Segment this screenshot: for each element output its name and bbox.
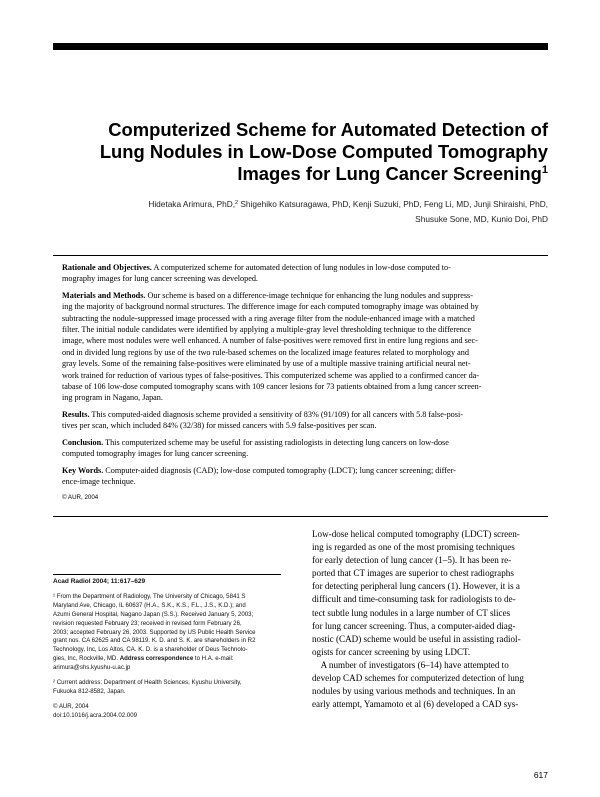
body-line: nostic (CAD) scheme would be useful in assisting radiol- xyxy=(312,633,521,644)
abstract-line: ing the majority of background normal structures. The difference image for each computed tomography image was obtained by xyxy=(62,302,479,312)
doi-text: doi:10.1016/j.acra.2004.02.009 xyxy=(53,711,138,719)
footnote-line: Technology, Inc, Los Altos, CA. K. D. is a shareholder of Deus Technolo- xyxy=(53,646,248,654)
title-footnote-mark: 1 xyxy=(541,164,548,176)
section-label: Materials and Methods. xyxy=(62,290,146,300)
abstract-line: subtracting the nodule-suppressed image processed with a ring average filter from the nodule-enhanced image with a matched xyxy=(62,313,475,323)
footnote-line: revision requested February 23; received in revised form February 26, xyxy=(53,619,242,627)
body-line: A number of investigators (6–14) have attempted to xyxy=(312,659,509,670)
body-line: for lung cancer screening. Thus, a computer-aided diag- xyxy=(312,620,516,631)
title-line: Computerized Scheme for Automated Detection of xyxy=(108,119,548,140)
footnote-line: Maryland Ave, Chicago, IL 60637 (H.A., S.K., K.S., F.L., J.S., K.D.); and xyxy=(53,601,246,609)
abstract-text: A computerized scheme for automated detection of lung nodules in low-dose computed to- xyxy=(151,263,451,272)
footnote-line: Fukuoka 812-8582, Japan. xyxy=(53,687,126,695)
abstract-line xyxy=(62,437,540,448)
section-label: Key Words. xyxy=(62,465,104,475)
abstract-text: This computed-aided diagnosis scheme provided a sensitivity of 83% (91/109) for all cancers with 5.8 false-posi- xyxy=(89,409,463,419)
abstract-line: ence-image technique. xyxy=(62,476,136,486)
abstract-line: computed tomography images for lung cancer screening. xyxy=(62,449,249,459)
footnote-line: © AUR, 2004 xyxy=(53,702,89,710)
body-text-column xyxy=(312,528,550,711)
author-text: Hidetaka Arimura, PhD, xyxy=(148,199,236,209)
abstract-text: This computerized scheme may be useful for assisting radiologists in detecting lung cancers on low-dose xyxy=(103,437,449,447)
body-line: early attempt, Yamamoto et al (6) developed a CAD sys- xyxy=(312,699,519,710)
abstract-methods xyxy=(62,290,540,404)
abstract-results xyxy=(62,409,540,432)
footnote-line: grant nos. CA 62625 and CA 98119. K. D. and S. K. are shareholders in R2 xyxy=(53,637,256,645)
footnote-line: ² Current address: Department of Health Sciences, Kyushu University, xyxy=(53,679,242,687)
body-line: Low-dose helical computed tomography (LDCT) screen- xyxy=(312,529,520,539)
title-line xyxy=(48,163,548,185)
abstract-line: work trained for reduction of various types of false-positives. This computerized scheme was applied to a confirmed cancer da- xyxy=(62,370,480,380)
abstract-line xyxy=(62,290,540,301)
header-rule xyxy=(53,43,548,50)
footnote-text: gies, Inc, Rockville, MD. xyxy=(53,655,120,663)
abstract-text: Our scheme is based on a difference-image technique for enhancing the lung nodules and suppress- xyxy=(145,290,473,300)
author-footnote-mark: 2 xyxy=(235,200,239,206)
abstract-line: mography images for lung cancer screening was developed. xyxy=(62,274,258,284)
abstract-keywords xyxy=(62,465,540,488)
abstract-line: ing program in Nagano, Japan. xyxy=(62,393,163,403)
abstract-line: filter. The initial nodule candidates were identified by applying a multiple-gray level thresholding technique to the difference xyxy=(62,325,472,335)
title-line: Lung Nodules in Low-Dose Computed Tomography xyxy=(99,141,548,162)
author-line xyxy=(78,197,548,212)
footnote-line: ¹ From the Department of Radiology, The University of Chicago, 5841 S xyxy=(53,592,246,600)
journal-reference: Acad Radiol 2004; 11:617–629 xyxy=(53,578,146,585)
correspondence-label: Address correspondence xyxy=(119,655,194,663)
footnotes-column xyxy=(53,574,281,727)
body-line: ported that CT images are superior to chest radiographs xyxy=(312,568,514,579)
footnote-rule xyxy=(53,574,281,575)
body-line: nodules by using various methods and techniques. In an xyxy=(312,686,516,697)
footnote-doi xyxy=(53,703,281,721)
author-list xyxy=(78,197,548,227)
body-line: for detecting peripheral lung cancers (1). However, it is a xyxy=(312,581,520,592)
body-line: develop CAD schemes for computerized detection of lung xyxy=(312,673,524,684)
footnote-line: Azumi General Hospital, Nagano Japan (S.S.). Received January 5, 2003; xyxy=(53,610,254,618)
abstract-text: Computer-aided diagnosis (CAD); low-dose computed tomography (LDCT); lung cancer screening; differ- xyxy=(103,465,456,475)
page-number: 617 xyxy=(533,770,548,780)
footnote-line xyxy=(53,655,281,664)
section-label: Results. xyxy=(62,409,90,419)
abstract-rationale xyxy=(62,262,540,285)
article-title xyxy=(48,119,548,185)
body-line: ing is regarded as one of the most promising techniques xyxy=(312,542,515,553)
footnote-current-address xyxy=(53,679,281,697)
abstract-conclusion xyxy=(62,437,540,460)
footnote-line: 2003; accepted February 26, 2003. Supported by US Public Health Service xyxy=(53,628,256,636)
body-line: difficult and time-consuming task for radiologists to de- xyxy=(312,594,516,605)
title-line-text: Images for Lung Cancer Screening xyxy=(237,163,542,184)
abstract-line: image, where most nodules were well enhanced. A number of false-positives were removed first in entire lung regions and sec- xyxy=(62,336,478,346)
correspondence-email: arimura@shs.kyushu-u.ac.jp xyxy=(53,664,131,672)
abstract-line xyxy=(62,465,540,476)
section-label: Conclusion. xyxy=(62,437,104,447)
author-text: Shigehiko Katsuragawa, PhD, Kenji Suzuki, PhD, Feng Li, MD, Junji Shiraishi, PhD, xyxy=(238,199,548,209)
abstract-line: tabase of 106 low-dose computed tomography scans with 109 cancer lesions for 73 patients obtained from a lung cancer screen- xyxy=(62,382,482,392)
body-line: ogists for cancer screening by using LDCT. xyxy=(312,646,471,657)
abstract-copyright: © AUR, 2004 xyxy=(62,494,99,502)
footnote-affiliation xyxy=(53,593,281,673)
section-label: Rationale and Objectives. xyxy=(62,263,152,272)
author-line: Shusuke Sone, MD, Kunio Doi, PhD xyxy=(415,214,548,224)
abstract xyxy=(62,262,540,504)
footnote-text: to H.A. e-mail: xyxy=(193,655,234,663)
abstract-line: ond in divided lung regions by use of the two rule-based schemes on the localized image features related to morphology and xyxy=(62,347,469,357)
body-line: tect subtle lung nodules in a large number of CT slices xyxy=(312,607,511,618)
abstract-line: gray levels. Some of the remaining false-positives were eliminated by use of a multiple massive training artificial neural net- xyxy=(62,359,471,369)
abstract-line xyxy=(62,262,540,273)
abstract-line xyxy=(62,409,540,420)
body-line: for early detection of lung cancer (1–5). It has been re- xyxy=(312,555,512,566)
abstract-line: tives per scan, which included 84% (32/38) for missed cancers with 5.9 false-positives per scan. xyxy=(62,421,377,431)
